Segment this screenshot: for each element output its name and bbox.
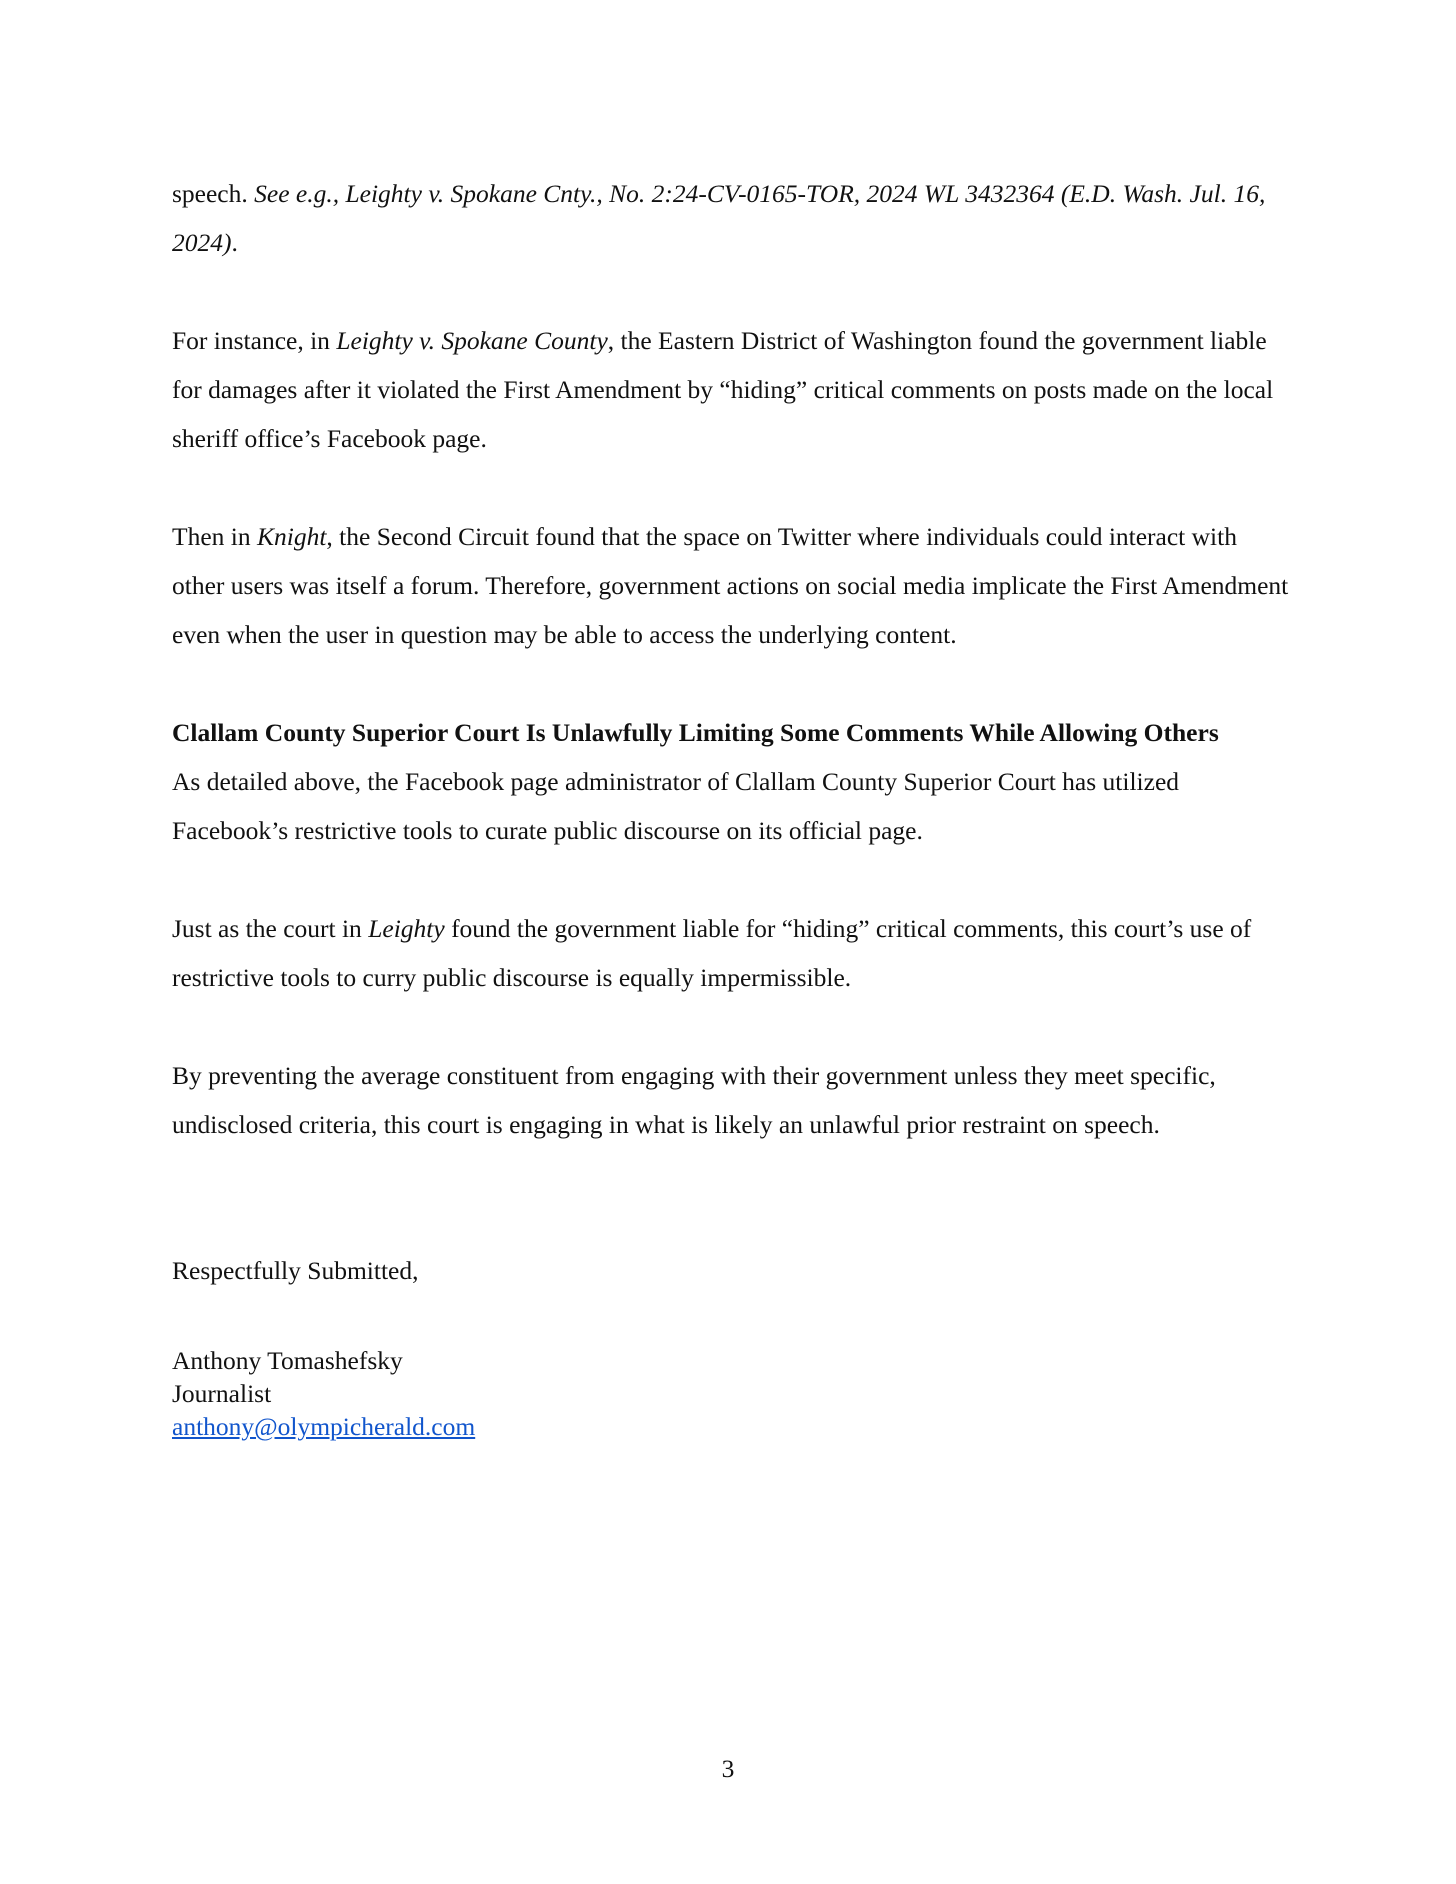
page-number: 3 [721, 1754, 735, 1783]
text-run: speech. [172, 179, 255, 208]
case-name: Knight [256, 522, 327, 551]
text-run: , the Second Circuit found that the space on Twitter where individuals could interact with other users was itself a forum. Therefore, government actions on social media implicate the First Amendment even when the user in question may be able to access the underlying content. [172, 522, 1289, 649]
paragraph-citation [172, 169, 1292, 267]
signature-block [172, 1344, 1292, 1443]
text-run: . [231, 228, 238, 257]
document-body [172, 169, 1292, 1443]
paragraph-conclusion: By preventing the average constituent from engaging with their government unless they meet specific, undisclosed criteria, this court is engaging in what is likely an unlawful prior restraint on speech. [172, 1061, 1216, 1139]
email-link[interactable]: anthony@olympicherald.com [172, 1412, 476, 1441]
case-name: Leighty v. Spokane County [336, 326, 608, 355]
text-run: For instance, in [172, 326, 337, 355]
paragraph-comparison [172, 904, 1292, 1002]
signer-title: Journalist [172, 1379, 272, 1408]
case-name: Leighty [368, 914, 445, 943]
paragraph-detail: As detailed above, the Facebook page administrator of Clallam County Superior Court has utilized Facebook’s restrictive tools to curate public discourse on its official page. [172, 767, 1180, 845]
closing-line: Respectfully Submitted, [172, 1256, 419, 1285]
text-run: Then in [172, 522, 257, 551]
text-run: found the government liable for “hiding” critical comments, this court’s use of restrictive tools to curry public discourse is equally impermissible. [172, 914, 1252, 992]
text-run: Just as the court in [172, 914, 369, 943]
signer-name: Anthony Tomashefsky [172, 1346, 403, 1375]
case-citation: See e.g., Leighty v. Spokane Cnty., No. 2:24-CV-0165-TOR, 2024 WL 3432364 (E.D. Wash. Jul. 16, 2024) [172, 179, 1266, 257]
text-run: , the Eastern District of Washington found the government liable for damages after it violated the First Amendment by “hiding” critical comments on posts made on the local sheriff office’s Facebook page. [172, 326, 1274, 453]
section-heading: Clallam County Superior Court Is Unlawfully Limiting Some Comments While Allowing Others [172, 718, 1219, 747]
paragraph-leighty [172, 316, 1292, 463]
paragraph-knight [172, 512, 1292, 659]
